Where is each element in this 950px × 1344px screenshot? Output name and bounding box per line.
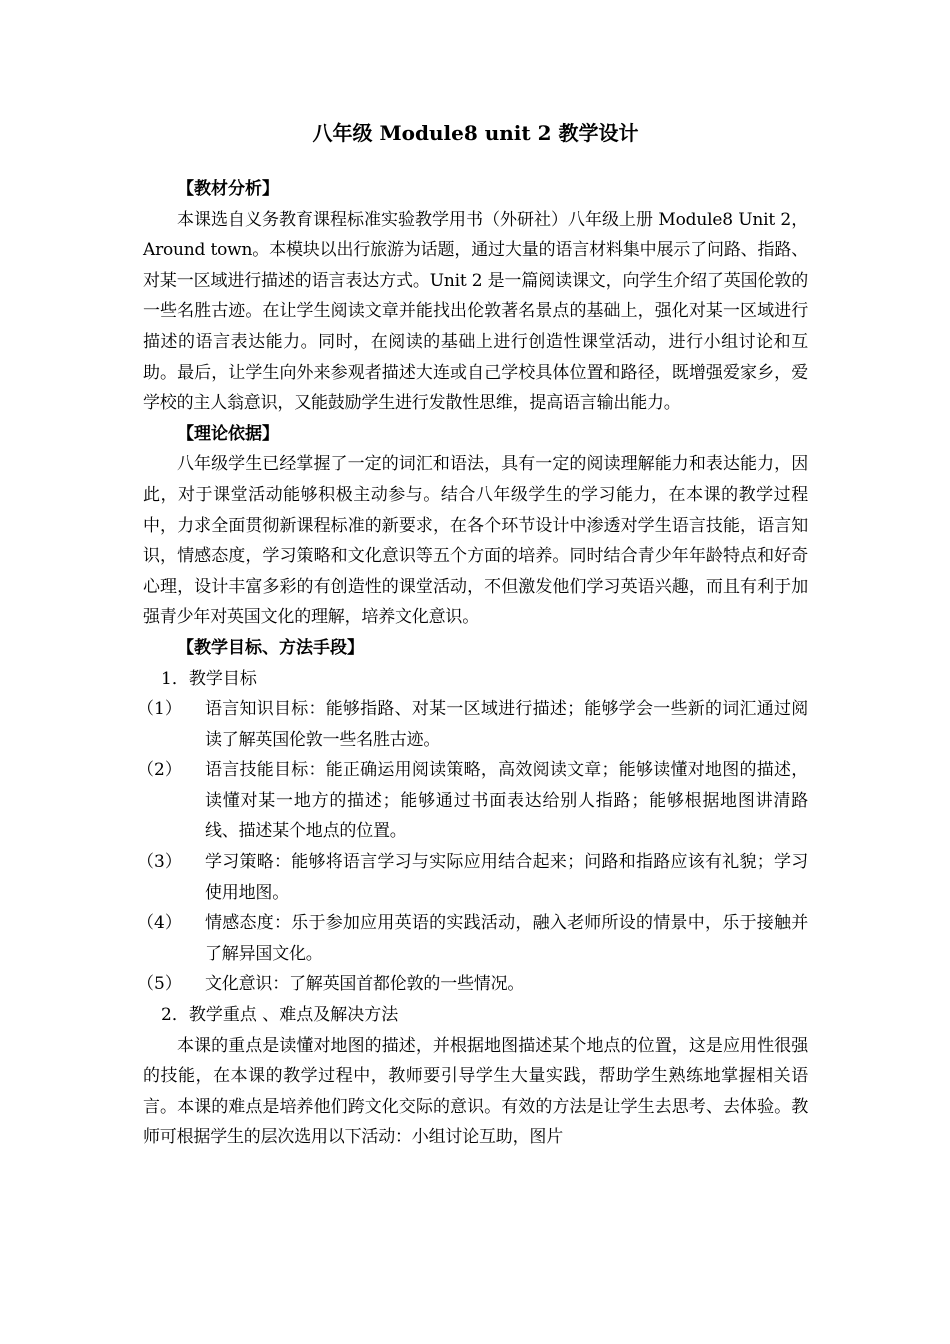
list-item-number: （1） xyxy=(137,699,182,720)
list-item-number: （4） xyxy=(137,913,182,934)
subheading-teaching-goals: 1．教学目标 xyxy=(161,668,257,689)
list-item xyxy=(137,969,808,1000)
list-item xyxy=(137,755,808,847)
paragraph-key-points: 本课的重点是读懂对地图的描述，并根据地图描述某个地点的位置，这是应用性很强的技能，在本课的教学过程中，教师要引导学生大量实践，帮助学生熟练地掌握相关语言。本课的难点是培养他们跨文化交际的意识。有效的方法是让学生去思考、去体验。教师可根据学生的层次选用以下活动：小组讨论互助，图片 xyxy=(143,1035,808,1148)
list-item-text: 情感态度：乐于参加应用英语的实践活动，融入老师所设的情景中，乐于接触并了解异国文化。 xyxy=(205,913,808,964)
paragraph-analysis: 本课选自义务教育课程标准实验教学用书（外研社）八年级上册 Module8 Unit 2， Around town。本模块以出行旅游为话题，通过大量的语言材料集中展示了问路、指路、对某一区域进行描述的语言表达方式。Unit 2 是一篇阅读课文，向学生介绍了英国伦敦的一些名胜古迹。在让学生阅读文章并能找出伦敦著名景点的基础上，强化对某一区域进行描述的语言表达能力。同时，在阅读的基础上进行创造性课堂活动，进行小组讨论和互助。最后，让学生向外来参观者描述大连或自己学校具体位置和路径，既增强爱家乡，爱学校的主人翁意识，又能鼓励学生进行发散性思维，提高语言输出能力。 xyxy=(143,209,808,414)
list-item-text: 语言技能目标：能正确运用阅读策略，高效阅读文章；能够读懂对地图的描述，读懂对某一地方的描述；能够通过书面表达给别人指路；能够根据地图讲清路线、描述某个地点的位置。 xyxy=(205,760,808,842)
list-item-text: 学习策略：能够将语言学习与实际应用结合起来；问路和指路应该有礼貌；学习使用地图。 xyxy=(205,852,808,903)
list-item xyxy=(137,847,808,908)
list-item xyxy=(137,694,808,755)
document-page xyxy=(137,118,808,1153)
document-title: 八年级 Module8 unit 2 教学设计 xyxy=(312,121,639,145)
list-item-number: （5） xyxy=(137,974,182,995)
subheading-key-points: 2．教学重点 、难点及解决方法 xyxy=(161,1005,399,1026)
list-item xyxy=(137,908,808,969)
section-heading-objectives: 【教学目标、方法手段】 xyxy=(177,637,364,658)
list-item-number: （3） xyxy=(137,852,182,873)
paragraph-theory: 八年级学生已经掌握了一定的词汇和语法，具有一定的阅读理解能力和表达能力，因此，对于课堂活动能够积极主动参与。结合八年级学生的学习能力，在本课的教学过程中，力求全面贯彻新课程标准的新要求，在各个环节设计中渗透对学生语言技能，语言知识，情感态度，学习策略和文化意识等五个方面的培养。同时结合青少年年龄特点和好奇心理，设计丰富多彩的有创造性的课堂活动，不但激发他们学习英语兴趣，而且有利于加强青少年对英国文化的理解，培养文化意识。 xyxy=(143,454,808,628)
list-item-number: （2） xyxy=(137,760,182,781)
list-item-text: 文化意识：了解英国首都伦敦的一些情况。 xyxy=(205,974,525,995)
list-item-text: 语言知识目标：能够指路、对某一区域进行描述；能够学会一些新的词汇通过阅读了解英国伦敦一些名胜古迹。 xyxy=(205,699,808,750)
section-heading-analysis: 【教材分析】 xyxy=(177,179,279,199)
section-heading-theory: 【理论依据】 xyxy=(177,423,279,444)
